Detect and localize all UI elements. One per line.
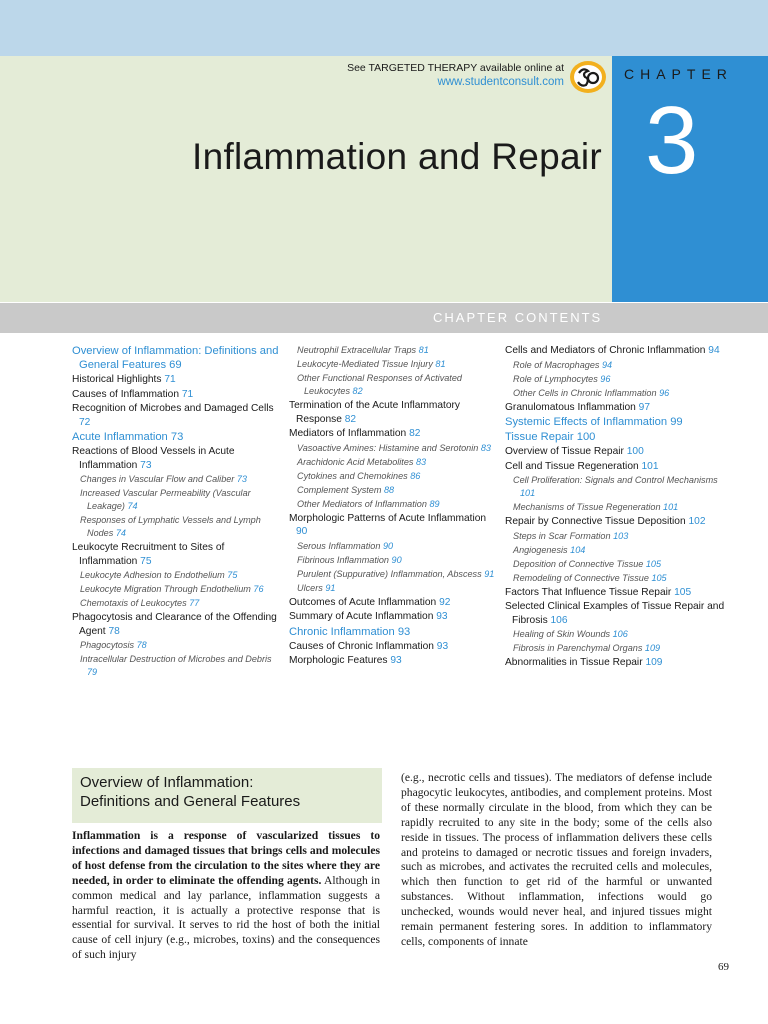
toc-entry-page: 105 bbox=[651, 572, 667, 583]
chapter-label: CHAPTER bbox=[624, 66, 733, 82]
toc-entry-page: 92 bbox=[439, 596, 451, 608]
toc-entry-title: Neutrophil Extracellular Traps bbox=[297, 345, 417, 355]
toc-entry-title: Outcomes of Acute Inflammation bbox=[289, 596, 437, 608]
toc-entry[interactable] bbox=[72, 569, 282, 582]
toc-entry[interactable] bbox=[72, 402, 282, 429]
toc-entry[interactable] bbox=[289, 596, 499, 610]
toc-entry-page: 102 bbox=[688, 516, 706, 527]
toc-entry-title: Fibrosis in Parenchymal Organs bbox=[513, 643, 643, 653]
toc-entry-title: Granulomatous Inflammation bbox=[505, 401, 636, 413]
toc-entry-page: 93 bbox=[390, 655, 402, 666]
toc-entry-page: 69 bbox=[169, 359, 182, 371]
toc-entry-title: Other Cells in Chronic Inflammation bbox=[513, 387, 657, 398]
top-band bbox=[0, 0, 768, 56]
toc-entry[interactable] bbox=[72, 473, 282, 486]
section-heading-line2: Definitions and General Features bbox=[80, 793, 301, 810]
toc-entry-page: 82 bbox=[409, 428, 421, 439]
toc-entry-title: Morphologic Patterns of Acute Inflammation bbox=[289, 512, 487, 524]
toc-entry-title: Changes in Vascular Flow and Caliber bbox=[80, 474, 235, 484]
toc-entry[interactable] bbox=[72, 583, 282, 596]
toc-entry-title: Causes of Inflammation bbox=[72, 388, 180, 400]
toc-entry-title: Chronic Inflammation bbox=[289, 625, 395, 638]
chapter-title: Inflammation and Repair bbox=[192, 136, 602, 177]
toc-entry-page: 104 bbox=[570, 544, 586, 555]
contents-label: CHAPTER CONTENTS bbox=[433, 310, 603, 325]
toc-entry-title: Overview of Tissue Repair bbox=[505, 446, 624, 457]
body-column-right bbox=[401, 771, 712, 950]
toc-entry-page: 101 bbox=[520, 488, 536, 498]
toc-entry-title: Termination of the Acute Inflammatory Response bbox=[289, 400, 461, 425]
toc-entry-title: Leukocyte Adhesion to Endothelium bbox=[80, 570, 225, 580]
contents-band bbox=[0, 303, 768, 333]
toc-entry-title: Increased Vascular Permeability (Vascular Leakage) bbox=[80, 488, 251, 511]
toc-entry[interactable] bbox=[72, 344, 282, 372]
toc-entry[interactable] bbox=[289, 470, 499, 483]
toc-entry-page: 100 bbox=[626, 446, 644, 457]
toc-entry[interactable] bbox=[505, 445, 730, 459]
toc-entry-title: Acute Inflammation bbox=[72, 431, 168, 443]
body-column-left bbox=[72, 829, 380, 963]
toc-entry-title: Serous Inflammation bbox=[297, 540, 381, 551]
toc-entry[interactable] bbox=[72, 611, 282, 638]
toc-entry-title: Purulent (Suppurative) Inflammation, Abscess bbox=[297, 568, 482, 579]
toc-entry[interactable] bbox=[72, 653, 282, 679]
toc-entry-page: 75 bbox=[140, 555, 152, 567]
toc-entry-title: Steps in Scar Formation bbox=[513, 530, 611, 541]
toc-entry-title: Vasoactive Amines: Histamine and Serotonin bbox=[297, 442, 479, 453]
toc-entry-title: Selected Clinical Examples of Tissue Repair and Fibrosis bbox=[505, 601, 725, 626]
toc-entry-page: 105 bbox=[674, 586, 692, 598]
toc-entry-page: 86 bbox=[410, 470, 421, 481]
toc-entry-page: 75 bbox=[227, 570, 238, 580]
toc-entry[interactable] bbox=[72, 373, 282, 387]
toc-entry[interactable] bbox=[505, 415, 730, 429]
toc-entry-title: Other Functional Responses of Activated Leukocytes bbox=[297, 373, 462, 396]
toc-entry-page: 73 bbox=[170, 431, 184, 443]
toc-entry[interactable] bbox=[72, 445, 282, 472]
toc-entry[interactable] bbox=[505, 344, 730, 358]
toc-entry[interactable] bbox=[505, 401, 730, 415]
toc-entry-title: Mediators of Inflammation bbox=[289, 428, 407, 439]
toc-entry[interactable] bbox=[289, 442, 499, 455]
promo-url-link[interactable]: www.studentconsult.com bbox=[437, 76, 564, 88]
toc-entry-page: 81 bbox=[435, 359, 446, 369]
toc-entry[interactable] bbox=[289, 625, 499, 639]
toc-entry-title: Role of Lymphocytes bbox=[513, 373, 598, 384]
toc-entry[interactable] bbox=[505, 656, 730, 670]
toc-entry-page: 101 bbox=[641, 460, 659, 472]
toc-entry[interactable] bbox=[289, 554, 499, 567]
page-number: 69 bbox=[718, 961, 729, 973]
toc-entry[interactable] bbox=[505, 628, 730, 641]
toc-entry[interactable] bbox=[505, 474, 730, 500]
toc-entry-title: Mechanisms of Tissue Regeneration bbox=[513, 502, 661, 512]
toc-entry[interactable] bbox=[505, 586, 730, 600]
toc-entry-page: 93 bbox=[436, 640, 449, 652]
toc-entry-page: 90 bbox=[391, 554, 402, 565]
toc-entry-page: 105 bbox=[645, 558, 662, 569]
toc-entry-title: Historical Highlights bbox=[72, 374, 162, 385]
toc-entry-page: 90 bbox=[296, 526, 308, 537]
toc-entry[interactable] bbox=[505, 642, 730, 655]
toc-entry-page: 96 bbox=[659, 387, 670, 398]
toc-entry-title: Summary of Acute Inflammation bbox=[289, 611, 434, 622]
toc-entry-page: 97 bbox=[638, 401, 650, 413]
toc-entry[interactable] bbox=[289, 399, 499, 426]
toc-entry-title: Complement System bbox=[297, 484, 382, 495]
toc-entry[interactable] bbox=[289, 484, 499, 497]
toc-entry-title: Intracellular Destruction of Microbes and Debris bbox=[80, 654, 272, 664]
toc-entry-title: Systemic Effects of Inflammation bbox=[505, 416, 668, 428]
toc-entry-title: Angiogenesis bbox=[513, 544, 568, 555]
toc-entry-title: Morphologic Features bbox=[289, 655, 388, 666]
toc-entry-title: Chemotaxis of Leukocytes bbox=[80, 598, 187, 608]
toc-entry-page: 109 bbox=[644, 643, 661, 653]
toc-entry-title: Responses of Lymphatic Vessels and Lymph Nodes bbox=[80, 515, 261, 538]
toc-entry-page: 78 bbox=[108, 625, 120, 637]
toc-entry-page: 74 bbox=[115, 528, 126, 538]
promo-text: See TARGETED THERAPY available online at bbox=[347, 62, 564, 74]
toc-entry[interactable] bbox=[289, 582, 499, 595]
toc-entry[interactable] bbox=[72, 597, 282, 610]
toc-entry[interactable] bbox=[289, 568, 499, 581]
toc-entry-page: 73 bbox=[140, 459, 152, 471]
chapter-number: 3 bbox=[645, 87, 699, 194]
toc-entry-title: Deposition of Connective Tissue bbox=[513, 558, 644, 569]
toc-entry-title: Cytokines and Chemokines bbox=[297, 470, 408, 481]
toc-entry[interactable] bbox=[505, 501, 730, 514]
toc-entry-page: 91 bbox=[325, 582, 336, 593]
toc-entry-page: 94 bbox=[708, 345, 720, 356]
toc-entry[interactable] bbox=[72, 487, 282, 513]
section-heading-line1: Overview of Inflammation: bbox=[80, 774, 254, 791]
toc-entry[interactable] bbox=[289, 498, 499, 511]
toc-entry[interactable] bbox=[289, 640, 499, 654]
toc-entry[interactable] bbox=[289, 512, 499, 539]
toc-entry-title: Phagocytosis and Clearance of the Offending Agent bbox=[72, 612, 277, 637]
toc-entry-page: 93 bbox=[436, 611, 448, 622]
toc-entry-page: 101 bbox=[663, 502, 679, 512]
toc-entry[interactable] bbox=[72, 639, 282, 652]
toc-entry-title: Remodeling of Connective Tissue bbox=[513, 572, 649, 583]
toc-entry-page: 82 bbox=[344, 413, 357, 425]
toc-entry-page: 81 bbox=[418, 345, 429, 355]
toc-entry[interactable] bbox=[505, 359, 730, 372]
toc-entry-page: 77 bbox=[189, 598, 200, 608]
toc-entry-page: 90 bbox=[382, 540, 394, 551]
toc-entry[interactable] bbox=[505, 387, 730, 400]
toc-entry[interactable] bbox=[505, 572, 730, 585]
toc-entry-page: 74 bbox=[127, 501, 138, 511]
toc-entry[interactable] bbox=[289, 540, 499, 553]
toc-entry-page: 78 bbox=[136, 640, 147, 650]
toc-entry-page: 93 bbox=[397, 625, 411, 638]
toc-entry-page: 79 bbox=[87, 667, 98, 677]
toc-column-1 bbox=[72, 344, 282, 680]
toc-entry[interactable] bbox=[505, 530, 730, 543]
toc-entry-page: 106 bbox=[612, 629, 628, 639]
body-lead-bold: Inflammation is a response of vascularized tissues to infections and damaged tissues that brings cells and molecules of host defense from the circulation to the sites where they are needed, in order to eliminate the offending agents. bbox=[72, 829, 380, 887]
toc-column-2 bbox=[289, 344, 499, 669]
toc-entry-title: Recognition of Microbes and Damaged Cells bbox=[72, 403, 274, 414]
section-heading-box bbox=[72, 768, 382, 823]
toc-entry-title: Arachidonic Acid Metabolites bbox=[297, 456, 414, 467]
toc-entry[interactable] bbox=[72, 541, 282, 568]
toc-entry-page: 106 bbox=[550, 614, 568, 626]
toc-entry-page: 88 bbox=[383, 484, 395, 495]
toc-entry-page: 73 bbox=[236, 474, 247, 484]
toc-entry-page: 91 bbox=[484, 568, 495, 579]
toc-entry[interactable] bbox=[505, 430, 730, 444]
toc-column-3 bbox=[505, 344, 730, 671]
toc-entry-page: 76 bbox=[253, 584, 264, 594]
toc-entry-title: Role of Macrophages bbox=[513, 359, 600, 370]
toc-entry-page: 96 bbox=[600, 373, 611, 384]
toc-entry[interactable] bbox=[289, 610, 499, 624]
body-paragraph-right: (e.g., necrotic cells and tissues). The mediators of defense include phagocytic leukocytes, antibodies, and complement proteins. Most of these normally circulate in the blood, from which they can be rapidly recruited to any site in the body; some of the cells also reside in tissues. The process of inflammation delivers these cells and proteins to damaged or necrotic tissues and foreign invaders, such as microbes, and activates the recruited cells and molecules, which then function to get rid of the harmful or unwanted substances. Without inflammation, infections would go unchecked, wounds would never heal, and injured tissues might remain permanent festering sores. In addition to inflammatory cells, components of innate bbox=[401, 771, 712, 948]
toc-entry-page: 109 bbox=[645, 657, 663, 668]
toc-entry[interactable] bbox=[505, 600, 730, 627]
toc-entry-page: 71 bbox=[164, 374, 176, 385]
toc-entry-title: Other Mediators of Inflammation bbox=[297, 498, 427, 509]
toc-entry-page: 94 bbox=[601, 359, 613, 370]
toc-entry-title: Abnormalities in Tissue Repair bbox=[505, 657, 643, 668]
toc-entry[interactable] bbox=[505, 515, 730, 529]
toc-entry-title: Repair by Connective Tissue Deposition bbox=[505, 516, 686, 527]
toc-entry[interactable] bbox=[505, 544, 730, 557]
toc-entry-title: Ulcers bbox=[297, 582, 323, 593]
toc-entry-title: Healing of Skin Wounds bbox=[513, 629, 611, 639]
toc-entry[interactable] bbox=[505, 558, 730, 571]
toc-entry[interactable] bbox=[289, 344, 499, 357]
toc-entry-title: Overview of Inflammation: Definitions and General Features bbox=[72, 345, 279, 371]
toc-entry-title: Causes of Chronic Inflammation bbox=[289, 640, 434, 652]
toc-entry[interactable] bbox=[289, 372, 499, 398]
body-lead-rest: Although in common medical and lay parlance, inflammation suggests a harmful reaction, it is actually a protective response that is essential for survival. It serves to rid the host of both the initial cause of cell injury (e.g., microbes, toxins) and the consequences of such injury bbox=[72, 873, 380, 962]
student-consult-logo-icon bbox=[568, 59, 608, 95]
toc-entry-page: 99 bbox=[670, 416, 683, 428]
toc-entry-title: Cell and Tissue Regeneration bbox=[505, 460, 639, 472]
toc-entry-title: Leukocyte Migration Through Endothelium bbox=[80, 584, 251, 594]
toc-entry[interactable] bbox=[289, 456, 499, 469]
toc-entry-page: 82 bbox=[352, 386, 363, 396]
promo-block bbox=[347, 62, 564, 90]
toc-entry-page: 83 bbox=[415, 456, 427, 467]
toc-entry-title: Leukocyte-Mediated Tissue Injury bbox=[297, 359, 433, 369]
toc-entry-title: Leukocyte Recruitment to Sites of Inflammation bbox=[72, 542, 225, 567]
body-paragraph-left bbox=[72, 829, 380, 963]
toc-entry[interactable] bbox=[72, 430, 282, 444]
toc-entry-title: Cell Proliferation: Signals and Control Mechanisms bbox=[513, 475, 718, 485]
toc-entry[interactable] bbox=[72, 514, 282, 540]
toc-entry-title: Cells and Mediators of Chronic Inflammation bbox=[505, 345, 706, 356]
toc-entry-title: Fibrinous Inflammation bbox=[297, 554, 389, 565]
toc-entry[interactable] bbox=[289, 654, 499, 668]
toc-entry[interactable] bbox=[72, 388, 282, 402]
toc-entry-title: Factors That Influence Tissue Repair bbox=[505, 586, 672, 598]
toc-entry-page: 83 bbox=[480, 442, 491, 453]
toc-entry[interactable] bbox=[289, 427, 499, 441]
toc-entry-page: 103 bbox=[613, 530, 629, 541]
toc-entry-page: 71 bbox=[181, 388, 194, 400]
toc-entry[interactable] bbox=[505, 460, 730, 474]
toc-entry-page: 100 bbox=[576, 431, 596, 443]
toc-entry[interactable] bbox=[289, 358, 499, 371]
toc-entry-page: 89 bbox=[429, 498, 440, 509]
toc-entry-title: Phagocytosis bbox=[80, 640, 135, 650]
toc-entry-title: Tissue Repair bbox=[505, 431, 574, 443]
toc-entry-title: Reactions of Blood Vessels in Acute Inflammation bbox=[72, 446, 235, 471]
toc-entry-page: 72 bbox=[79, 416, 91, 428]
toc-entry[interactable] bbox=[505, 373, 730, 386]
